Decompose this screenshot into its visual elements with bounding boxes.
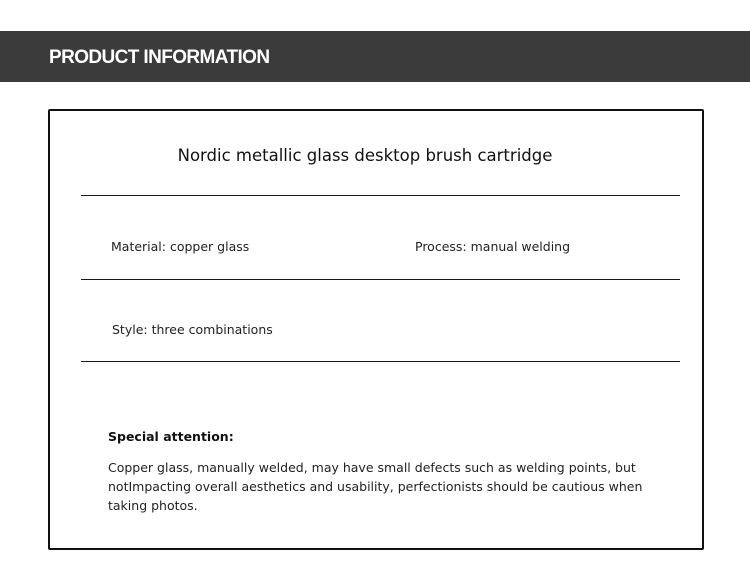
spec-material: Material: copper glass — [111, 239, 250, 254]
notice-body: Copper glass, manually welded, may have small defects such as welding points, but notImpacting overall aesthetics and usability, perfectionists should be cautious when taking photos. — [108, 460, 643, 513]
divider — [81, 279, 680, 280]
spec-style: Style: three combinations — [112, 322, 273, 337]
divider — [81, 195, 680, 196]
product-title: Nordic metallic glass desktop brush cartridge — [177, 146, 553, 165]
spec-process: Process: manual welding — [415, 239, 571, 254]
section-title: PRODUCT INFORMATION — [49, 47, 270, 68]
divider — [81, 361, 680, 362]
notice-heading: Special attention: — [108, 429, 234, 444]
